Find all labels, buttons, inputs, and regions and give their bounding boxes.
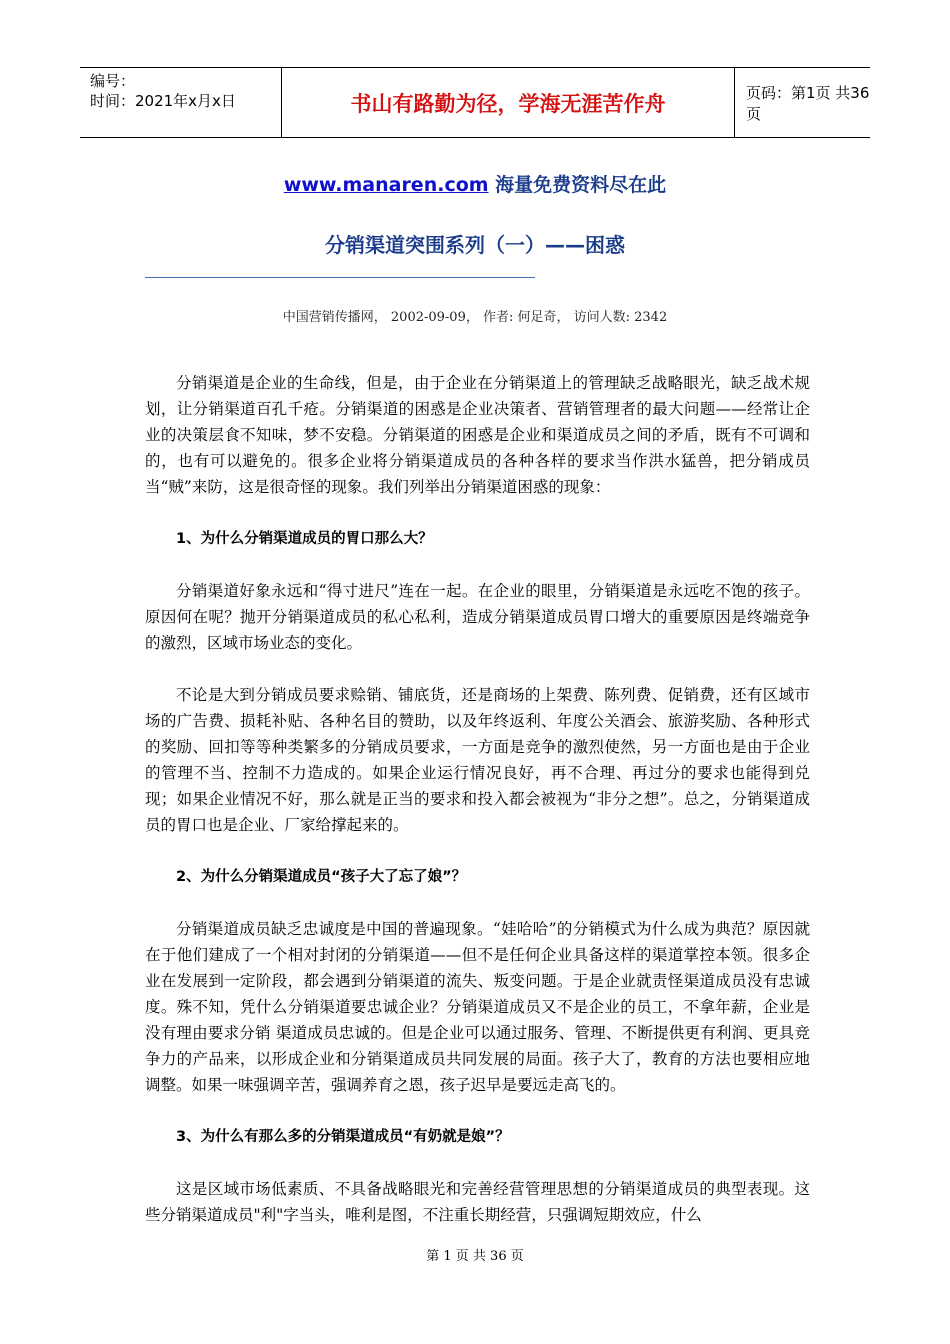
- paragraph: 分销渠道好象永远和“得寸进尺”连在一起。在企业的眼里，分销渠道是永远吃不饱的孩子。原因何在呢？抛开分销渠道成员的私心私利，造成分销渠道成员胃口增大的重要原因是终端竞争的激烈，区域市场业态的变化。: [145, 582, 810, 652]
- article-title: 分销渠道突围系列（一）——困惑: [325, 233, 625, 257]
- site-tagline: 海量免费资料尽在此: [488, 174, 667, 196]
- article-meta: 中国营销传播网， 2002-09-09， 作者: 何足奇， 访问人数: 2342: [282, 310, 668, 325]
- site-banner: [0, 170, 950, 197]
- page-info: 页码：第1页 共36页: [746, 83, 870, 123]
- time-label: 时间：2021年x月x日: [90, 92, 236, 110]
- section-heading: 1、为什么分销渠道成员的胃口那么大？: [176, 531, 433, 547]
- paragraph: 分销渠道成员缺乏忠诚度是中国的普遍现象。“娃哈哈”的分销模式为什么成为典范？原因就在于他们建成了一个相对封闭的分销渠道——但不是任何企业具备这样的渠道掌控本领。很多企业在发展到一定阶段，都会遇到分销渠道的流失、叛变问题。于是企业就责怪渠道成员没有忠诚度。殊不知，凭什么分销渠道要忠诚企业？分销渠道成员又不是企业的员工，不拿年薪，企业是没有理由要求分销 渠道成员忠诚的。但是企业可以通过服务、管理、不断提供更有利润、更具竞争力的产品来，以形成企业和分销渠道成员共同发展的局面。孩子大了，教育的方法也要相应地调整。如果一味强调辛苦，强调养育之恩，孩子迟早是要远走高飞的。: [145, 920, 810, 1094]
- header-left-cell: [80, 68, 282, 137]
- site-link[interactable]: www.manaren.com: [283, 174, 489, 196]
- paragraph: 分销渠道是企业的生命线，但是，由于企业在分销渠道上的管理缺乏战略眼光，缺乏战术规划，让分销渠道百孔千疮。分销渠道的困惑是企业决策者、营销管理者的最大问题——经常让企业的决策层食不知味，梦不安稳。分销渠道的困惑是企业和渠道成员之间的矛盾，既有不可调和的，也有可以避免的。很多企业将分销渠道成员的各种各样的要求当作洪水猛兽，把分销成员当“贼”来防，这是很奇怪的现象。我们列举出分销渠道困惑的现象：: [145, 374, 810, 496]
- number-label: 编号：: [90, 72, 136, 90]
- header-table: [80, 67, 870, 138]
- paragraph: 不论是大到分销成员要求赊销、铺底货，还是商场的上架费、陈列费、促销费，还有区域市场的广告费、损耗补贴、各种名目的赞助，以及年终返利、年度公关酒会、旅游奖励、各种形式的奖励、回扣等等种类繁多的分销成员要求，一方面是竞争的激烈使然，另一方面也是由于企业的管理不当、控制不力造成的。如果企业运行情况良好，再不合理、再过分的要求也能得到兑现；如果企业情况不好，那么就是正当的要求和投入都会被视为“非分之想”。总之，分销渠道成员的胃口也是企业、厂家给撑起来的。: [145, 686, 810, 834]
- article-body: [145, 370, 810, 1254]
- paragraph: 这是区域市场低素质、不具备战略眼光和完善经营管理思想的分销渠道成员的典型表现。这些分销渠道成员"利"字当头，唯利是图，不注重长期经营，只强调短期效应，什么: [145, 1180, 810, 1224]
- header-right-cell: [734, 68, 870, 137]
- section-heading: 3、为什么有那么多的分销渠道成员“有奶就是娘”？: [176, 1129, 510, 1145]
- header-center-cell: [282, 68, 735, 137]
- page-footer: 第 1 页 共 36 页: [426, 1249, 524, 1264]
- motto: 书山有路勤为径，学海无涯苦作舟: [350, 91, 666, 116]
- section-heading: 2、为什么分销渠道成员“孩子大了忘了娘”？: [176, 869, 467, 885]
- title-divider: [145, 277, 535, 278]
